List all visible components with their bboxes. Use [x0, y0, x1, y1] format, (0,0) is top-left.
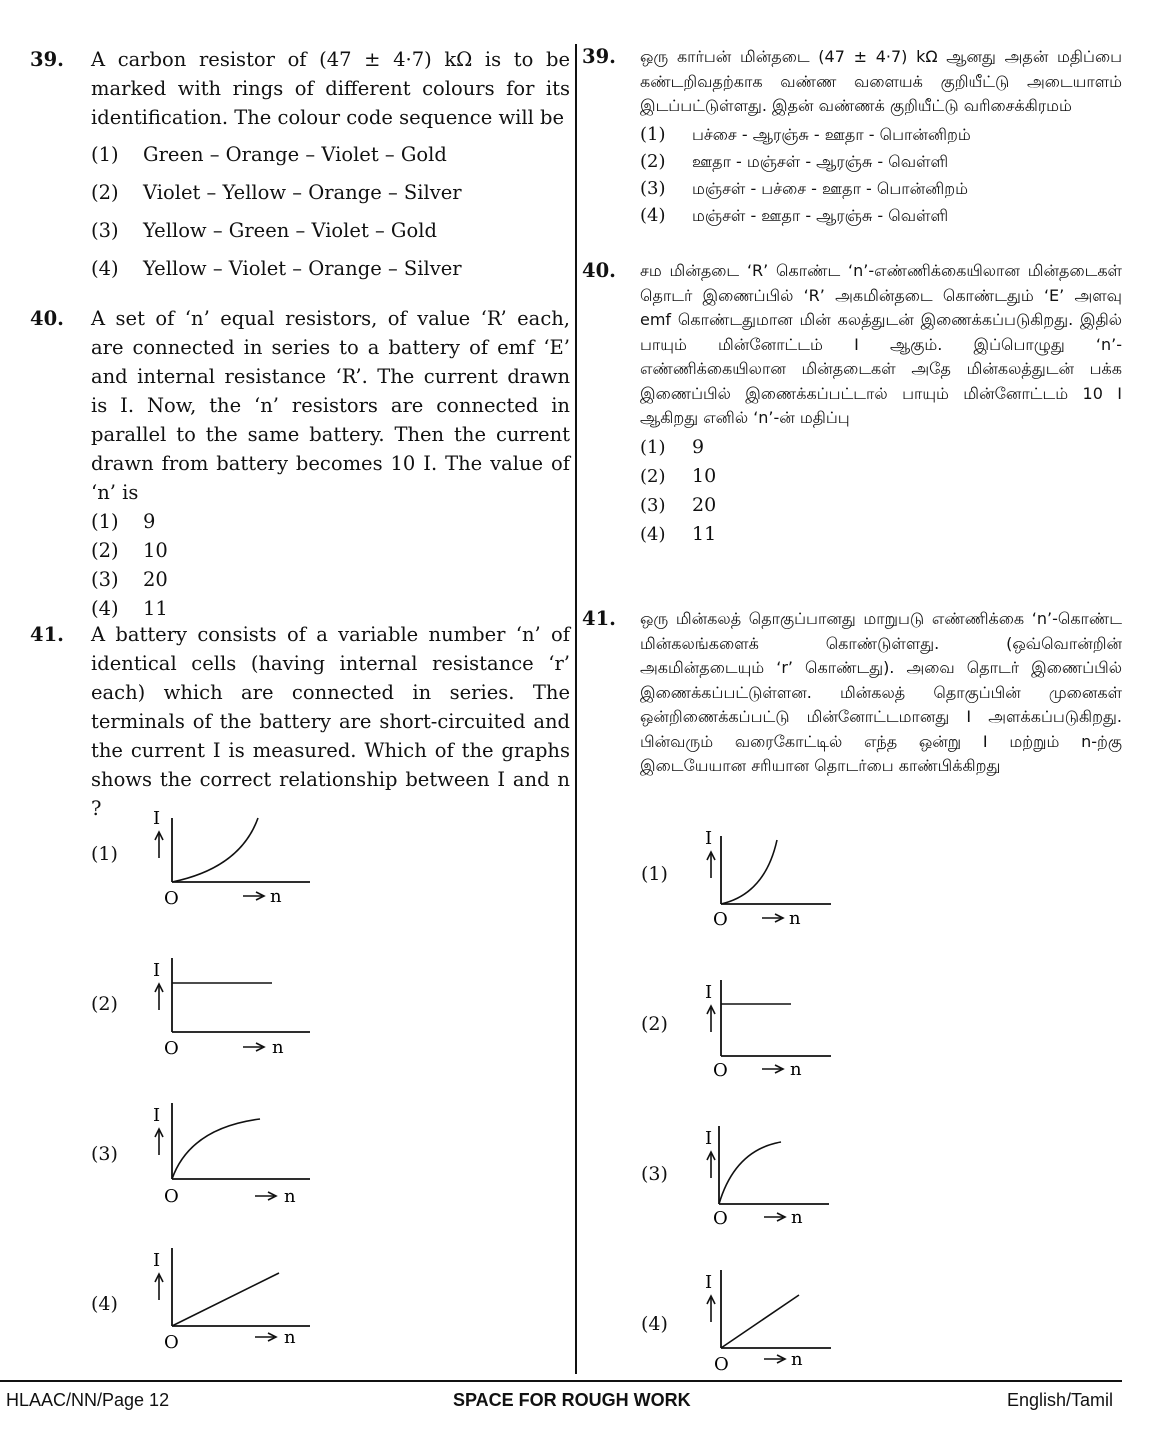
- graph-4-linear: [150, 1248, 320, 1358]
- svg-text:n: n: [284, 1186, 296, 1207]
- footer-rule: [0, 1380, 1122, 1382]
- graph-1-exponential: [700, 828, 870, 938]
- graph-3-saturating: [150, 1103, 320, 1213]
- graph-option-label: (4): [91, 1293, 118, 1315]
- question-number: 41.: [582, 607, 616, 630]
- question-number: 40.: [30, 307, 64, 330]
- question-text: A battery consists of a variable number ‘n’ of identical cells (having internal resistance ‘r’ each) which are connected in series. The terminals of the battery are short-circuited and the current I is measured. Which of the graphs shows the correct relationship between I and n ?: [91, 623, 570, 820]
- question-41-en: [30, 620, 570, 823]
- question-number: 39.: [30, 48, 64, 71]
- graph-option-label: (1): [641, 863, 668, 885]
- svg-text:O: O: [164, 888, 179, 909]
- question-40-en: [30, 304, 570, 623]
- option-1: (1) Green – Orange – Violet – Gold: [91, 143, 447, 166]
- graph-1-exponential: [150, 808, 320, 918]
- question-number: 40.: [582, 259, 616, 282]
- question-number: 39.: [582, 45, 616, 68]
- svg-text:n: n: [791, 1349, 803, 1370]
- question-text: A set of ‘n’ equal resistors, of value ‘R’ each, are connected in series to a battery of emf ‘E’ and internal resistance ‘R’. The current drawn is I. Now, the ‘n’ resistors are connected in parallel to the same battery. Then the current drawn from battery becomes 10 I. The value of ‘n’ is: [91, 307, 570, 504]
- svg-text:O: O: [714, 1354, 729, 1375]
- question-number: 41.: [30, 623, 64, 646]
- option-2: (2) Violet – Yellow – Orange – Silver: [91, 181, 462, 204]
- graph-4-linear: [700, 1270, 870, 1380]
- option-1: (1) 9: [91, 510, 156, 533]
- svg-text:I: I: [705, 1272, 713, 1293]
- graph-option-label: (2): [91, 993, 118, 1015]
- option-3: (3) 20: [640, 493, 717, 516]
- svg-text:O: O: [713, 909, 728, 930]
- graph-option-label: (1): [91, 843, 118, 865]
- option-1: (1) 9: [640, 435, 705, 458]
- column-divider: [575, 44, 577, 1374]
- option-2: (2) ஊதா - மஞ்சள் - ஆரஞ்சு - வெள்ளி: [640, 150, 949, 172]
- graph-2-constant: [700, 980, 870, 1090]
- svg-text:I: I: [705, 982, 713, 1003]
- graph-2-constant: [150, 958, 320, 1068]
- question-40-ta: [582, 259, 1122, 551]
- svg-text:n: n: [790, 1059, 802, 1080]
- option-4: (4) Yellow – Violet – Orange – Silver: [91, 257, 462, 280]
- question-39-en: [30, 45, 570, 292]
- option-4: (4) 11: [91, 597, 168, 620]
- graph-option-label: (3): [641, 1163, 668, 1185]
- graph-option-label: (4): [641, 1313, 668, 1335]
- svg-text:O: O: [713, 1060, 728, 1081]
- svg-text:O: O: [164, 1186, 179, 1207]
- svg-text:I: I: [153, 960, 161, 981]
- option-1: (1) பச்சை - ஆரஞ்சு - ஊதா - பொன்னிறம்: [640, 123, 971, 145]
- option-2: (2) 10: [640, 464, 717, 487]
- option-3: (3) மஞ்சள் - பச்சை - ஊதா - பொன்னிறம்: [640, 177, 969, 199]
- y-axis-label: I: [153, 808, 161, 829]
- svg-text:I: I: [705, 828, 713, 849]
- svg-text:n: n: [791, 1207, 803, 1228]
- svg-text:n: n: [272, 1037, 284, 1058]
- option-4: (4) மஞ்சள் - ஊதா - ஆரஞ்சு - வெள்ளி: [640, 204, 949, 226]
- svg-text:O: O: [164, 1332, 179, 1353]
- option-3: (3) Yellow – Green – Violet – Gold: [91, 219, 437, 242]
- question-41-ta: [582, 607, 1122, 779]
- footer-language: English/Tamil: [1007, 1390, 1114, 1410]
- footer-page-code: HLAAC/NN/Page 12: [6, 1390, 170, 1410]
- svg-text:n: n: [270, 886, 282, 907]
- question-39-ta: [582, 45, 1122, 231]
- graph-3-saturating: [700, 1126, 870, 1236]
- svg-text:n: n: [789, 908, 801, 929]
- svg-text:I: I: [153, 1250, 161, 1271]
- svg-text:O: O: [164, 1038, 179, 1059]
- question-text: ஒரு மின்கலத் தொகுப்பானது மாறுபடு எண்ணிக்கை ‘n’-கொண்ட மின்கலங்களைக் கொண்டுள்ளது. (ஒவ்வொன்றின் அகமின்தடையும் ‘r’ கொண்டது). அவை தொடர் இணைப்பில் இணைக்கப்பட்டுள்ளன. மின்கலத் தொகுப்பின் முனைகள் ஒன்றிணைக்கப்பட்டு மின்னோட்டமானது I அளக்கப்படுகிறது. பின்வரும் வரைகோட்டில் எந்த ஒன்று I மற்றும் n-ற்கு இடையேயான சரியான தொடர்பை காண்பிக்கிறது: [640, 609, 1122, 775]
- question-text: A carbon resistor of (47 ± 4·7) kΩ is to be marked with rings of different colours for its identification. The colour code sequence will be: [91, 48, 570, 129]
- graph-option-label: (3): [91, 1143, 118, 1165]
- footer-rough-work: SPACE FOR ROUGH WORK: [453, 1390, 691, 1410]
- option-3: (3) 20: [91, 568, 168, 591]
- svg-text:n: n: [284, 1327, 296, 1348]
- question-text: ஒரு கார்பன் மின்தடை (47 ± 4·7) kΩ ஆனது அதன் மதிப்பை கண்டறிவதற்காக வண்ண வளையக் குறியீட்டு அடையாளம் இடப்பட்டுள்ளது. இதன் வண்ணக் குறியீட்டு வரிசைக்கிரமம்: [640, 47, 1122, 115]
- graph-option-label: (2): [641, 1013, 668, 1035]
- svg-text:O: O: [713, 1208, 728, 1229]
- question-text: சம மின்தடை ‘R’ கொண்ட ‘n’-எண்ணிக்கையிலான மின்தடைகள் தொடர் இணைப்பில் ‘R’ அகமின்தடை கொண்டதும் ‘E’ அளவு emf கொண்டதுமான மின் கலத்துடன் இணைக்கப்படுகிறது. இதில் பாயும் மின்னோட்டம் I ஆகும். இப்பொழுது ‘n’-எண்ணிக்கையிலான மின்தடைகள் அதே மின்கலத்துடன் பக்க இணைப்பில் இணைக்கப்பட்டால் பாயும் மின்னோட்டம் 10 I ஆகிறது எனில் ‘n’-ன் மதிப்பு: [640, 261, 1122, 427]
- svg-text:I: I: [705, 1128, 713, 1149]
- option-2: (2) 10: [91, 539, 168, 562]
- svg-text:I: I: [153, 1105, 161, 1126]
- option-4: (4) 11: [640, 522, 717, 545]
